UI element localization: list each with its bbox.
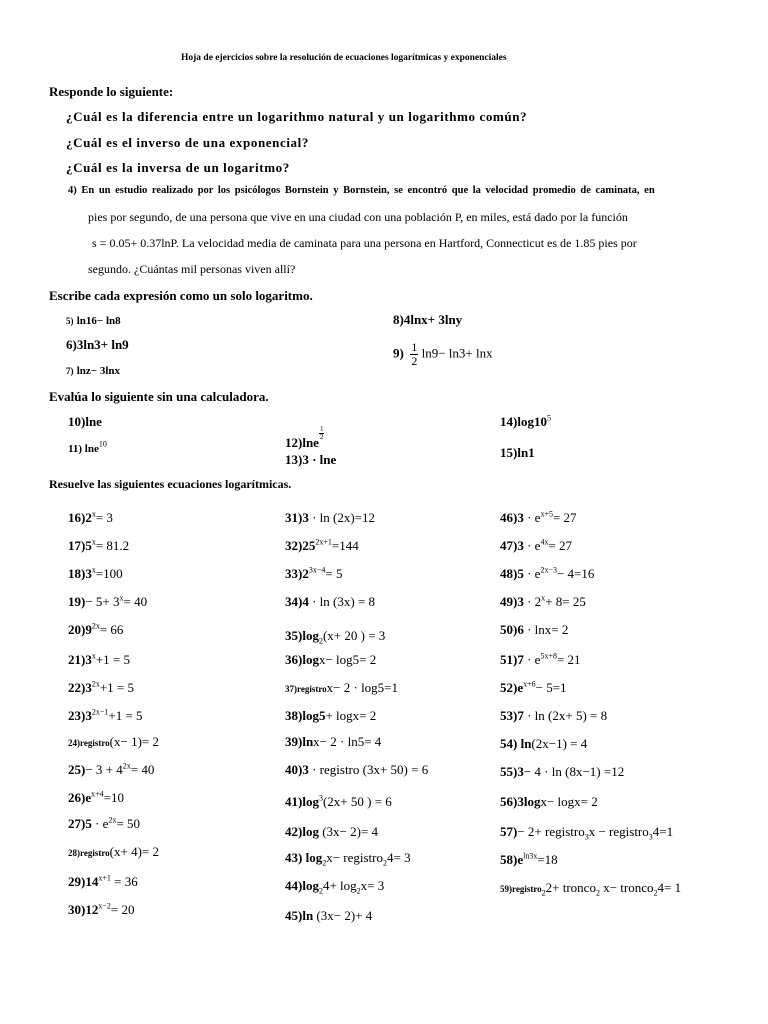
problem-9: 9) $\frac{1}{2}$ ln9− ln3+ lnx <box>393 340 493 368</box>
problem-5: 5) ln16− ln8 <box>66 315 121 327</box>
equation-problem: 36)logx− log5= 2 <box>285 652 377 667</box>
problem-6: 6)3ln3+ ln9 <box>66 337 129 352</box>
equation-problem: 43) $\log_2x-$ registro$_2$4= 3 <box>285 850 411 868</box>
equation-problem: $48)5 \cdot e^{2x-3}- 4=16$ <box>500 565 595 581</box>
worksheet-title: Hoja de ejercicios sobre la resolución de ecuaciones logarítmicas y exponenciales <box>181 53 507 63</box>
section-heading-solve: Resuelve las siguientes ecuaciones logarítmicas. <box>49 477 292 491</box>
problem-8: 8)4lnx+ 3lny <box>393 312 463 327</box>
equation-problem: $35)\log_2(x+ 20$ ) = 3 <box>285 628 386 646</box>
equation-problem: $49)3 \cdot 2^x+ 8= 25$ <box>500 593 586 609</box>
equation-problem: $17)5^x= 81.2$ <box>68 537 130 553</box>
equation-problem: 45)ln (3x− 2)+ 4 <box>285 908 373 923</box>
problem-12: 12)lne $\frac{1}{2}$ <box>285 425 324 450</box>
problem-13: 13)3 · lne <box>285 452 337 467</box>
problem-11: 11) lne$^{10}$ <box>68 439 107 455</box>
question-4-line-1: 4) En un estudio realizado por los psicólogos Bornstein y Bornstein, se encontró que la velocidad promedio de caminata, en <box>68 185 655 196</box>
equation-problem: 34)4 · ln (3x) = 8 <box>285 594 376 609</box>
equation-problem: 38)log5+ logx= 2 <box>285 708 377 723</box>
equation-problem: 59)registro$_2$2+ tronco$_2$ x− tronco$_2$4= 1 <box>500 880 682 898</box>
problem-15: 15)ln1 <box>500 445 535 460</box>
question-3: ¿Cuál es la inversa de un logaritmo? <box>66 160 290 175</box>
equation-problem: 40)3 · registro (3x+ 50) = 6 <box>285 762 429 777</box>
question-2: ¿Cuál es el inverso de una exponencial? <box>66 135 309 150</box>
equation-problem: 50)6 · lnx= 2 <box>500 622 569 637</box>
equation-problem: $30)12^{x-2}= 20$ <box>68 901 135 917</box>
equation-problem: $25)- 3 + 4^{2x}= 40$ <box>68 761 155 777</box>
equation-problem: $21)3^x+1 = 5$ <box>68 651 131 667</box>
equation-problem: $52)e^{x+6}- 5=1$ <box>500 679 567 695</box>
equation-problem: $18)3^x=100$ <box>68 565 123 581</box>
section-heading-single-log: Escribe cada expresión como un solo logaritmo. <box>49 288 313 303</box>
equation-problem: 42)log (3x− 2)= 4 <box>285 824 379 839</box>
equation-problem: $26)e^{x+4}=10$ <box>68 789 124 805</box>
equation-problem: $58)e^{ln3x}=18$ <box>500 851 558 867</box>
question-4-line-2: pies por segundo, de una persona que vive en una ciudad con una población P, en miles, está dado por la función <box>88 210 628 224</box>
equation-problem: 31)3 · ln (2x)=12 <box>285 510 376 525</box>
section-heading-evaluate: Evalúa lo siguiente sin una calculadora. <box>49 389 269 404</box>
equation-problem: $22)3^{2x}+1 = 5$ <box>68 679 135 695</box>
question-1: ¿Cuál es la diferencia entre un logarithmo natural y un logarithmo común? <box>66 109 528 124</box>
equation-problem: $46)3 \cdot e^{x+5}= 27$ <box>500 509 577 525</box>
equation-problem: 37)registrox− 2 · log5=1 <box>285 680 399 695</box>
one-half-fraction: $\frac{1}{2}$ <box>411 340 418 368</box>
problem-10: 10)lne <box>68 414 102 429</box>
equation-problem: $33)2^{3x-4}= 5$ <box>285 565 343 581</box>
equation-problem: $32)25^{2x+1}=144$ <box>285 537 359 553</box>
equation-problem: 53)7 · ln (2x+ 5) = 8 <box>500 708 608 723</box>
problem-7: 7) lnz− 3lnx <box>66 365 120 377</box>
problem-14: $14)\log 10^5$ <box>500 413 551 429</box>
equation-problem: $27)5 \cdot e^{2x}= 50$ <box>68 815 141 831</box>
equation-problem: $47)3 \cdot e^{4x}= 27$ <box>500 537 573 553</box>
equation-problem: 57)− 2+ registro$_3$x − registro$_3$4=1 <box>500 824 674 842</box>
equation-problem: $29)14^{x+1} = 36$ <box>68 873 138 889</box>
equation-problem: 28)registro(x+ 4)= 2 <box>68 844 159 859</box>
equation-problem: $16)2^x= 3$ <box>68 509 113 525</box>
equation-problem: $19)- 5+ 3^x= 40$ <box>68 593 148 609</box>
question-4-line-3: s = 0.05+ 0.37lnP. La velocidad media de caminata para una persona en Hartford, Connecticut es de 1.85 pies por <box>92 236 637 250</box>
equation-problem: 55)3− 4 · ln (8x−1) =12 <box>500 764 625 779</box>
equation-problem: $44)\log_24+ \log_2x= 3$ <box>285 878 385 896</box>
equation-problem: 24)registro(x− 1)= 2 <box>68 734 159 749</box>
equation-problem: 56)3logx− logx= 2 <box>500 794 598 809</box>
question-4-line-4: segundo. ¿Cuántas mil personas viven allí? <box>88 262 296 276</box>
section-heading-respond: Responde lo siguiente: <box>49 84 174 99</box>
equation-problem: $51)7 \cdot e^{5x+8}= 21$ <box>500 651 581 667</box>
equation-problem: $23)3^{2x-1}+1 = 5$ <box>68 707 143 723</box>
equation-problem: $41)\log^3(2x+ 50$ ) = 6 <box>285 793 392 809</box>
equation-problem: 39)lnx− 2 · ln5= 4 <box>285 734 382 749</box>
equation-problem: 54) ln(2x−1) = 4 <box>500 736 588 751</box>
equation-problem: $20)9^{2x}= 66$ <box>68 621 124 637</box>
